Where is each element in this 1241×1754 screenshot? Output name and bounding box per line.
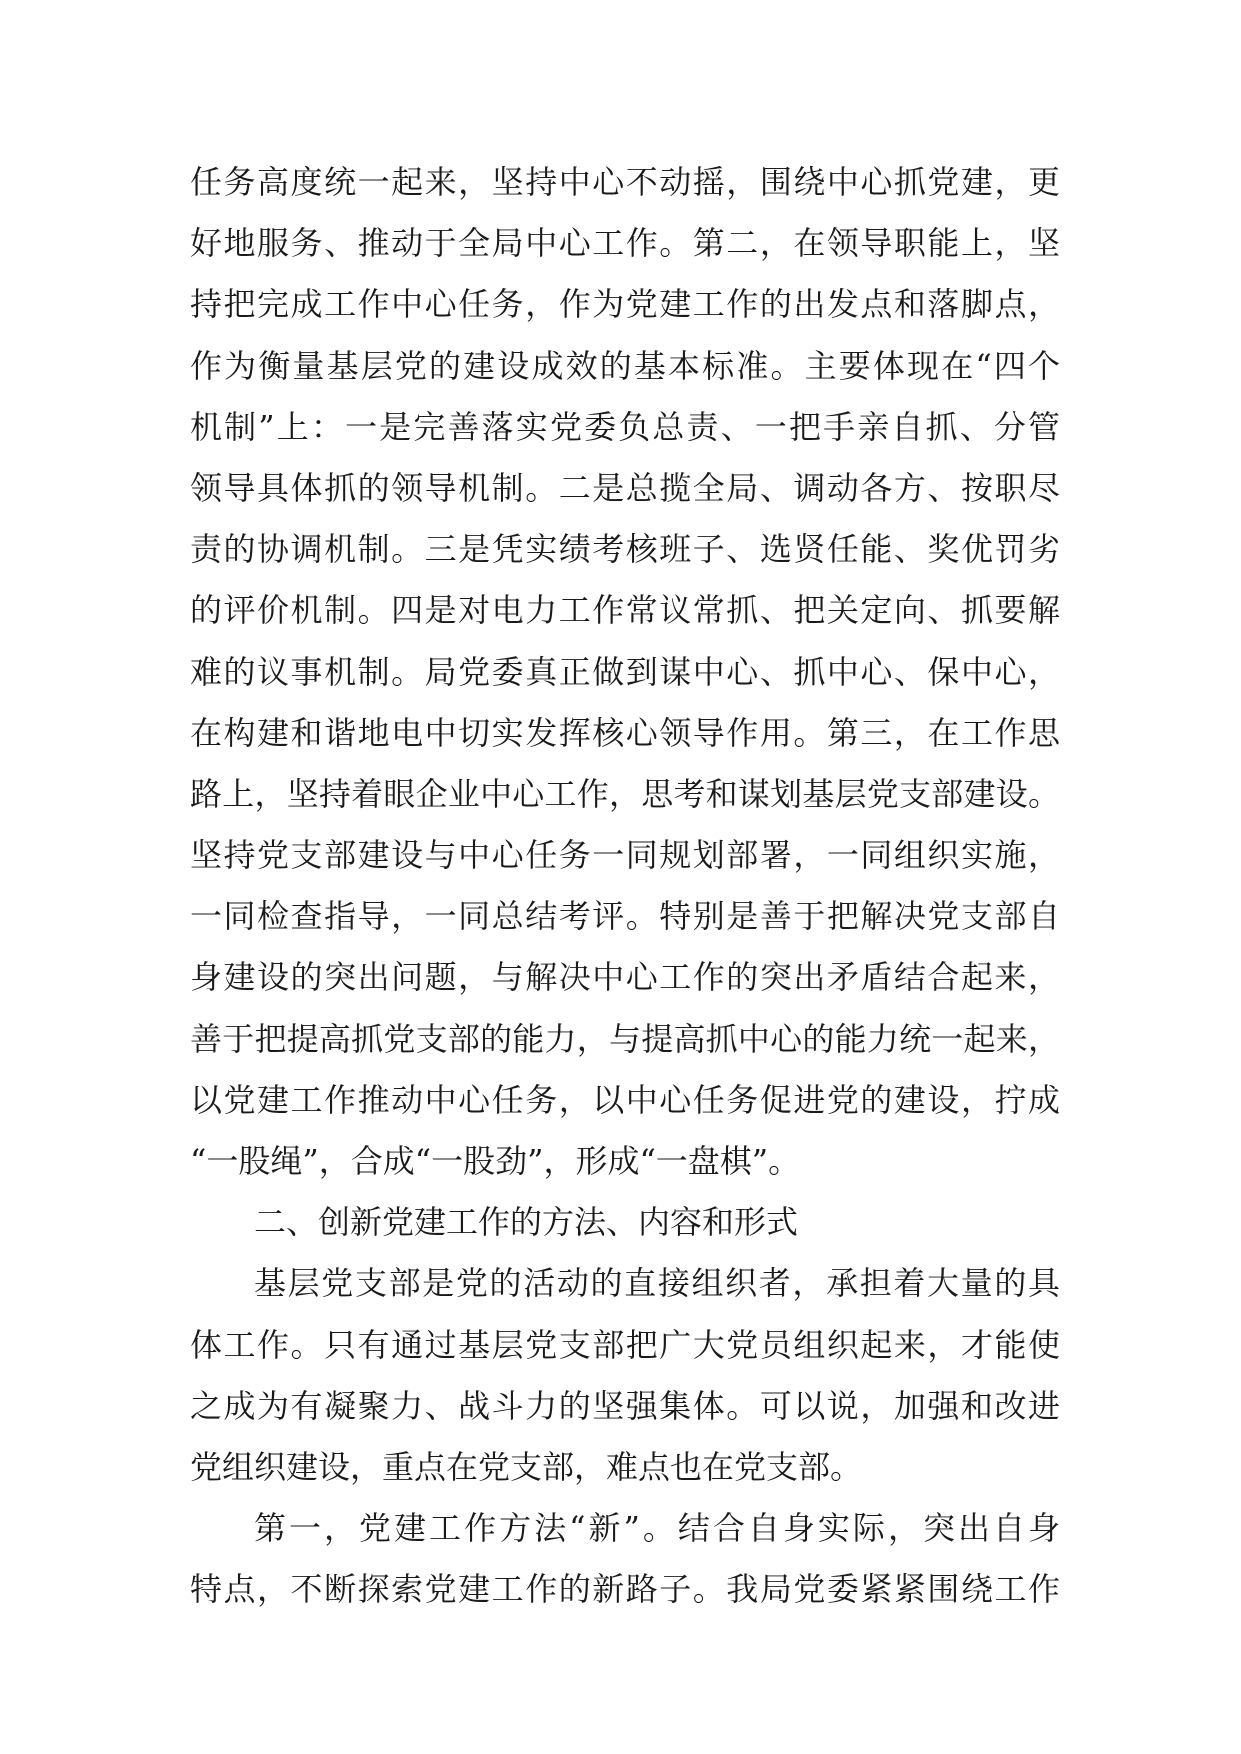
text-line: 身建设的突出问题，与解决中心工作的突出矛盾结合起来， [190, 958, 1060, 997]
text-line: 坚持党支部建设与中心任务一同规划部署，一同组织实施， [190, 836, 1060, 875]
text-line: 责的协调机制。三是凭实绩考核班子、选贤任能、奖优罚劣 [190, 530, 1060, 569]
text-line: 以党建工作推动中心任务，以中心任务促进党的建设，拧成 [190, 1080, 1060, 1119]
text-line: 持把完成工作中心任务，作为党建工作的出发点和落脚点， [190, 285, 1060, 324]
text-line: 第一，党建工作方法“新”。结合自身实际，突出自身 [254, 1509, 1060, 1548]
text-line: 一同检查指导，一同总结考评。特别是善于把解决党支部自 [190, 897, 1060, 936]
text-line: 之成为有凝聚力、战斗力的坚强集体。可以说，加强和改进 [190, 1386, 1060, 1425]
text-line: 路上，坚持着眼企业中心工作，思考和谋划基层党支部建设。 [190, 774, 1060, 813]
text-line: 体工作。只有通过基层党支部把广大党员组织起来，才能使 [190, 1325, 1060, 1364]
text-line: 任务高度统一起来，坚持中心不动摇，围绕中心抓党建，更 [190, 163, 1060, 201]
text-line: 的评价机制。四是对电力工作常议常抓、把关定向、抓要解 [190, 591, 1060, 630]
text-line: 在构建和谐地电中切实发挥核心领导作用。第三，在工作思 [190, 713, 1060, 752]
text-line: 作为衡量基层党的建设成效的基本标准。主要体现在“四个 [190, 346, 1060, 385]
text-line: 难的议事机制。局党委真正做到谋中心、抓中心、保中心， [190, 652, 1060, 691]
text-line: 善于把提高抓党支部的能力，与提高抓中心的能力统一起来， [190, 1019, 1060, 1058]
text-line: 特点，不断探索党建工作的新路子。我局党委紧紧围绕工作 [190, 1570, 1060, 1609]
text-line: 党组织建设，重点在党支部，难点也在党支部。 [190, 1447, 863, 1486]
text-line: 基层党支部是党的活动的直接组织者，承担着大量的具 [254, 1264, 1060, 1303]
text-line: 机制”上：一是完善落实党委负总责、一把手亲自抓、分管 [190, 407, 1060, 446]
text-line: 二、创新党建工作的方法、内容和形式 [254, 1203, 799, 1242]
body-text [190, 152, 1060, 1621]
text-line: “一股绳”，合成“一股劲”，形成“一盘棋”。 [190, 1142, 801, 1180]
text-line: 领导具体抓的领导机制。二是总揽全局、调动各方、按职尽 [190, 468, 1060, 507]
text-line: 好地服务、推动于全局中心工作。第二，在领导职能上，坚 [190, 224, 1060, 263]
